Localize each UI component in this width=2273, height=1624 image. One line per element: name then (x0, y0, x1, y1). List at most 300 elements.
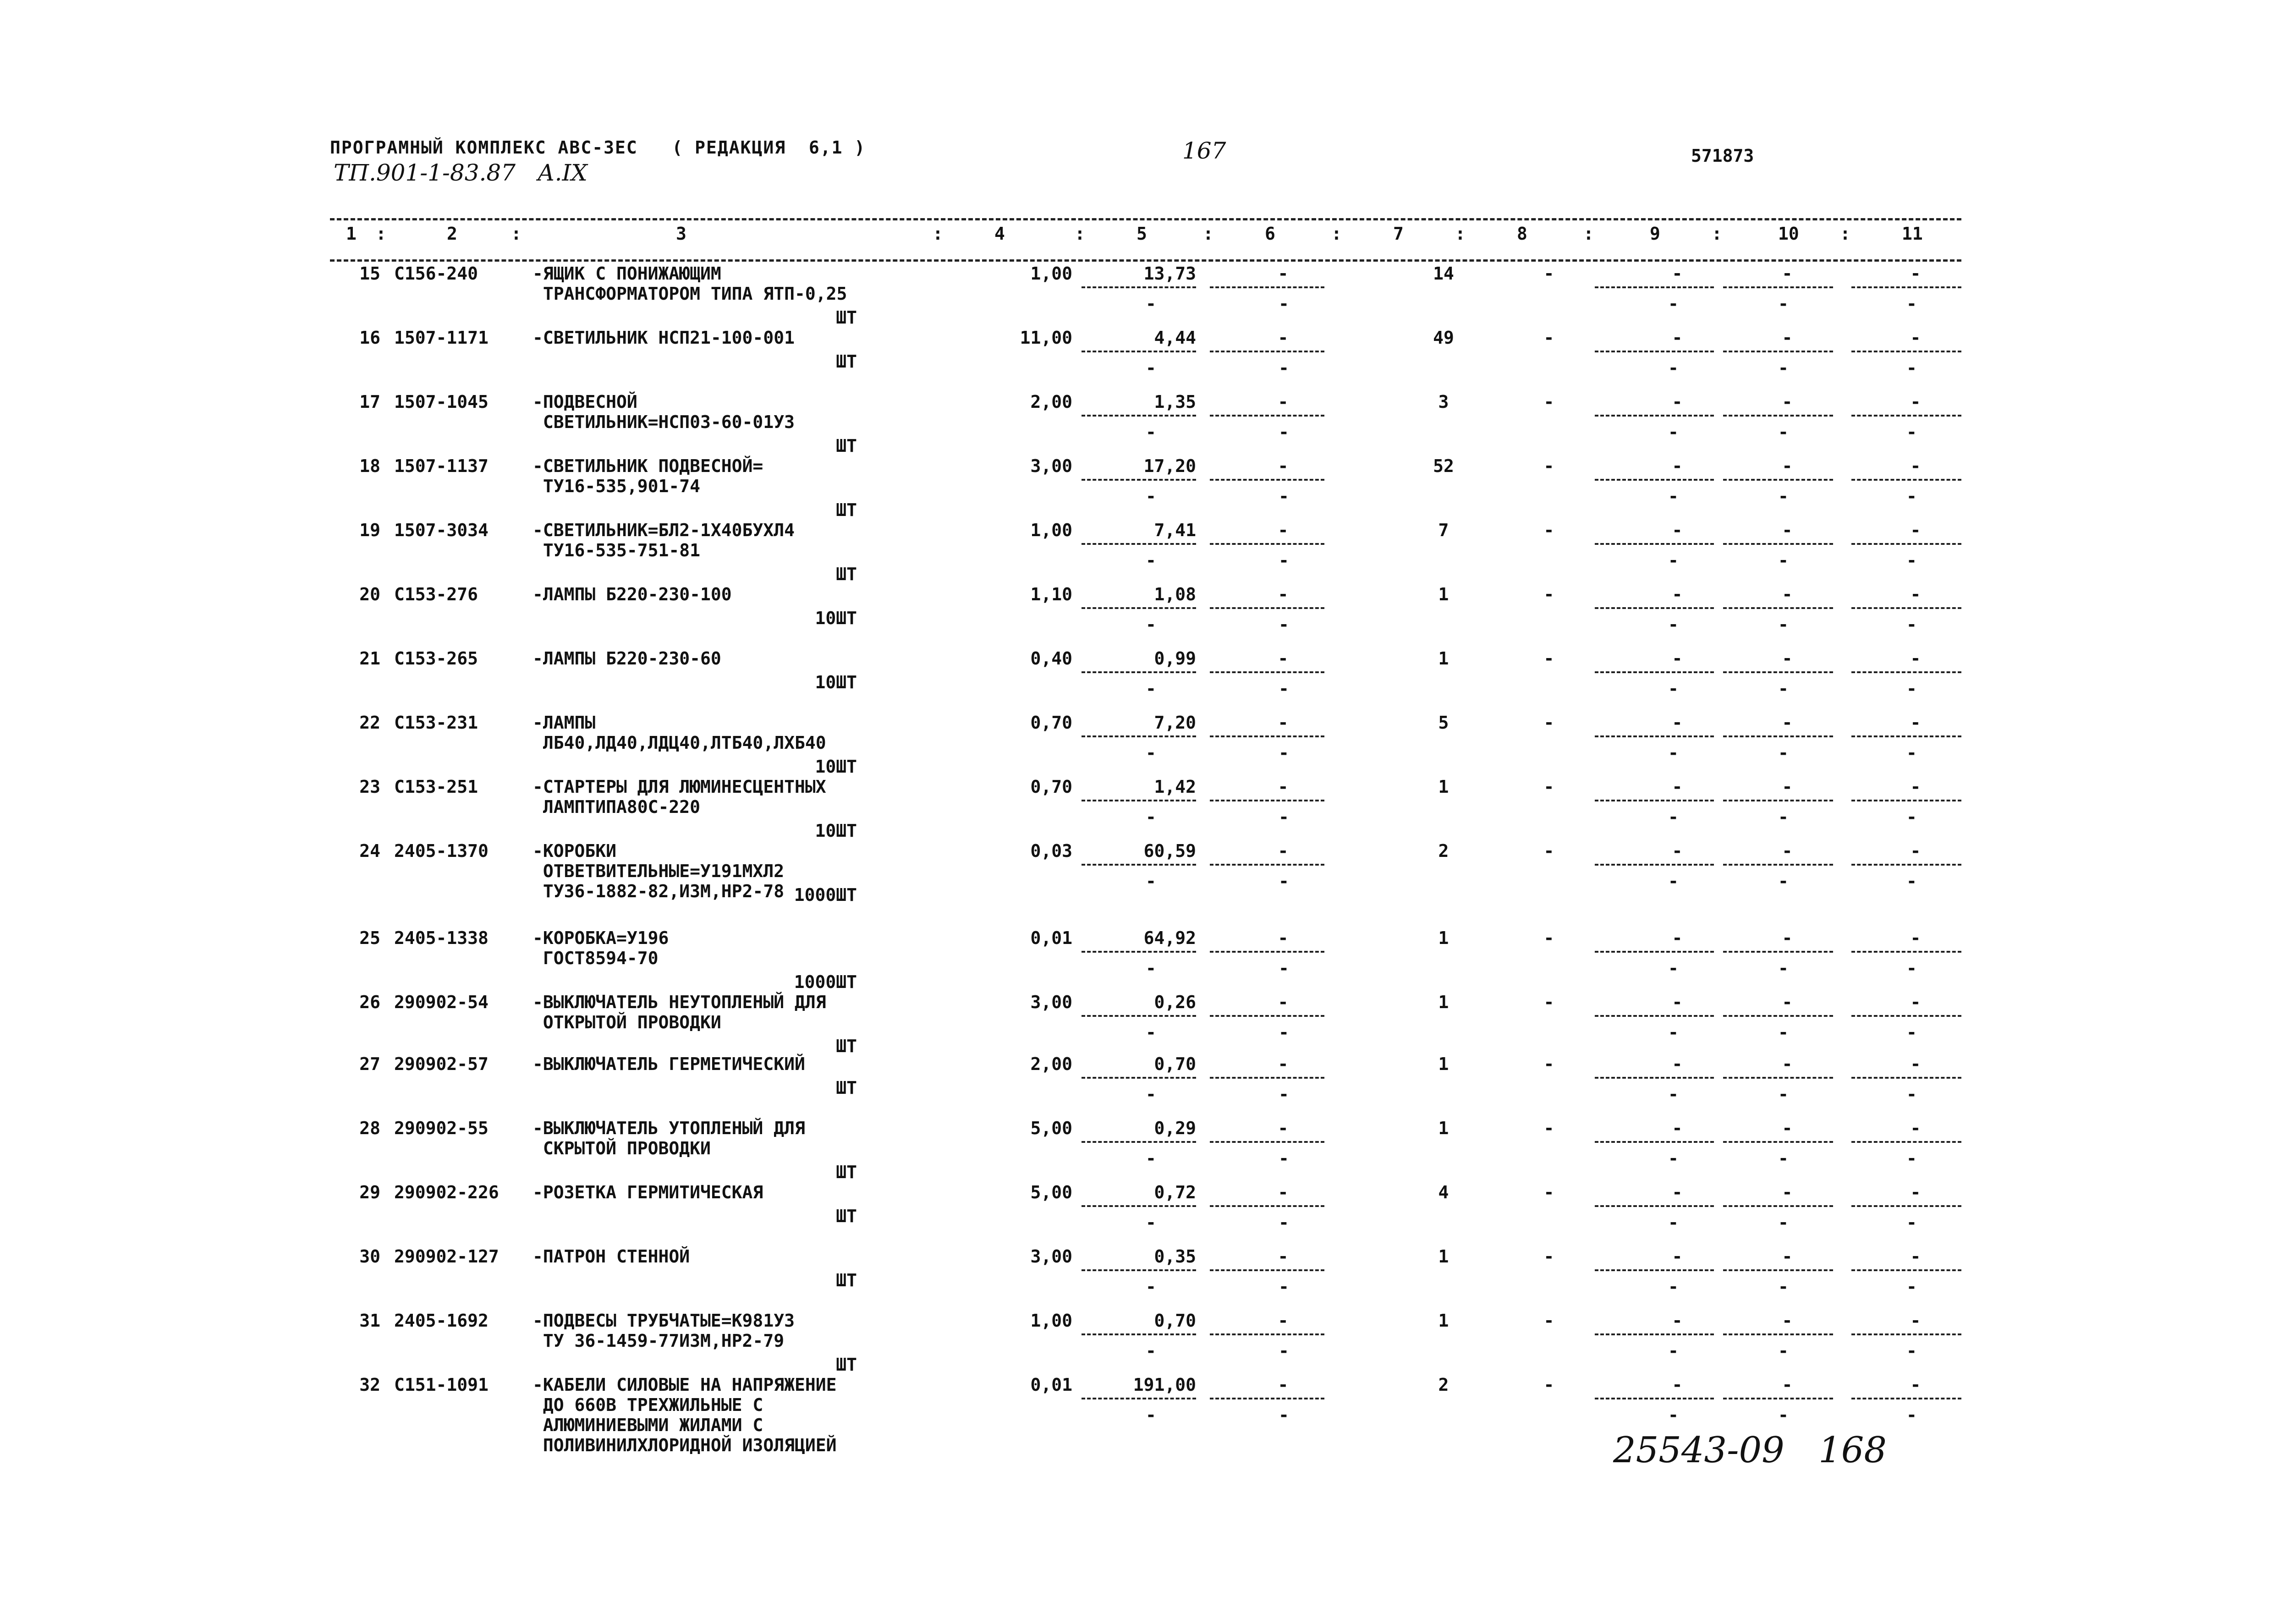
sub-dash-mark: - (1778, 294, 1789, 314)
cell-underline (1210, 479, 1324, 481)
cell-underline (1851, 1015, 1961, 1017)
sub-dash-mark: - (1279, 486, 1289, 506)
cell-underline (1851, 1398, 1961, 1399)
column-10-value: - (1782, 928, 1793, 948)
sub-dash-mark: - (1279, 743, 1289, 763)
sub-dash-mark: - (1279, 550, 1289, 571)
sub-dash-mark: - (1279, 1213, 1289, 1233)
cell-underline (1723, 864, 1833, 866)
sub-dash-mark: - (1906, 294, 1917, 314)
sub-dash-mark: - (1668, 679, 1679, 699)
cell-underline (1723, 1141, 1833, 1143)
item-code: С153-276 (394, 584, 478, 604)
cell-underline (1851, 415, 1961, 417)
cell-underline (1595, 735, 1714, 737)
sub-dash-mark: - (1279, 679, 1289, 699)
sub-dash-mark: - (1906, 1405, 1917, 1425)
column-8-value: - (1543, 1375, 1554, 1395)
column-11-value: - (1910, 456, 1921, 476)
column-10-value: - (1782, 328, 1793, 348)
cell-underline (1210, 1333, 1324, 1335)
item-unit: 1000ШТ (794, 972, 857, 992)
column-9-value: - (1672, 392, 1683, 412)
item-quantity: 1,00 (1030, 1311, 1072, 1331)
item-number: 18 (359, 456, 380, 476)
cell-underline (1082, 1141, 1196, 1143)
column-6-value: - (1278, 456, 1289, 476)
item-price: 0,26 (1154, 992, 1196, 1012)
item-code: 1507-3034 (394, 520, 489, 540)
item-description: -СВЕТИЛЬНИК=БЛ2-1Х40БУХЛ4 ТУ16-535-751-81 (533, 520, 795, 560)
item-unit: ШТ (836, 1355, 857, 1375)
column-11-value: - (1910, 584, 1921, 604)
sub-dash-mark: - (1778, 1341, 1789, 1361)
sub-dash-mark: - (1668, 1213, 1679, 1233)
column-6-value: - (1278, 1246, 1289, 1267)
item-price: 60,59 (1143, 841, 1196, 861)
column-7-value: 3 (1438, 392, 1449, 412)
column-number-1: 1 (346, 224, 357, 244)
cell-underline (1210, 864, 1324, 866)
sub-dash-mark: - (1146, 550, 1156, 571)
column-9-value: - (1672, 1246, 1683, 1267)
column-7-value: 2 (1438, 841, 1449, 861)
column-6-value: - (1278, 584, 1289, 604)
column-11-value: - (1910, 648, 1921, 669)
column-number-9: 9 (1650, 224, 1660, 244)
sub-dash-mark: - (1279, 1084, 1289, 1104)
column-9-value: - (1672, 1311, 1683, 1331)
column-6-value: - (1278, 520, 1289, 540)
cell-underline (1595, 351, 1714, 352)
column-8-value: - (1543, 928, 1554, 948)
item-code: С151-1091 (394, 1375, 489, 1395)
column-11-value: - (1910, 928, 1921, 948)
item-quantity: 11,00 (1020, 328, 1072, 348)
cell-underline (1082, 415, 1196, 417)
cell-underline (1210, 671, 1324, 673)
cell-underline (1723, 351, 1833, 352)
column-11-value: - (1910, 1118, 1921, 1138)
item-price: 64,92 (1143, 928, 1196, 948)
cell-underline (1082, 735, 1196, 737)
column-11-value: - (1910, 1054, 1921, 1074)
column-6-value: - (1278, 328, 1289, 348)
sub-dash-mark: - (1146, 358, 1156, 378)
sub-dash-mark: - (1146, 422, 1156, 442)
cell-underline (1851, 671, 1961, 673)
column-8-value: - (1543, 1182, 1554, 1202)
column-6-value: - (1278, 1182, 1289, 1202)
item-number: 32 (359, 1375, 380, 1395)
program-title: ПРОГРАМНЫЙ КОМПЛЕКС АВС-3ЕС ( РЕДАКЦИЯ 6,1 ) (330, 137, 866, 158)
cell-underline (1082, 1015, 1196, 1017)
item-code: 290902-127 (394, 1246, 499, 1267)
column-11-value: - (1910, 1375, 1921, 1395)
sub-dash-mark: - (1668, 743, 1679, 763)
column-8-value: - (1543, 777, 1554, 797)
sub-dash-mark: - (1668, 358, 1679, 378)
cell-underline (1723, 415, 1833, 417)
column-10-value: - (1782, 1182, 1793, 1202)
column-6-value: - (1278, 1311, 1289, 1331)
item-description: -ВЫКЛЮЧАТЕЛЬ ГЕРМЕТИЧЕСКИЙ (533, 1054, 805, 1074)
column-7-value: 2 (1438, 1375, 1449, 1395)
column-10-value: - (1782, 1118, 1793, 1138)
cell-underline (1210, 951, 1324, 953)
item-quantity: 2,00 (1030, 1054, 1072, 1074)
cell-underline (1210, 800, 1324, 801)
column-9-value: - (1672, 1118, 1683, 1138)
sub-dash-mark: - (1279, 1148, 1289, 1169)
sub-dash-mark: - (1146, 294, 1156, 314)
sub-dash-mark: - (1778, 807, 1789, 827)
sub-dash-mark: - (1906, 1022, 1917, 1042)
sub-dash-mark: - (1778, 743, 1789, 763)
cell-underline (1723, 671, 1833, 673)
column-9-value: - (1672, 777, 1683, 797)
cell-underline (1082, 607, 1196, 609)
item-description: -СТАРТЕРЫ ДЛЯ ЛЮМИНЕСЦЕНТНЫХ ЛАМПТИПА80С-220 (533, 777, 826, 817)
sub-dash-mark: - (1668, 294, 1679, 314)
cell-underline (1723, 951, 1833, 953)
item-price: 1,35 (1154, 392, 1196, 412)
item-number: 17 (359, 392, 380, 412)
sub-dash-mark: - (1668, 958, 1679, 978)
sub-dash-mark: - (1778, 358, 1789, 378)
cell-underline (1723, 543, 1833, 545)
sub-dash-mark: - (1906, 486, 1917, 506)
column-7-value: 1 (1438, 1054, 1449, 1074)
column-separator: : (1075, 224, 1085, 244)
column-number-3: 3 (676, 224, 686, 244)
column-9-value: - (1672, 928, 1683, 948)
column-8-value: - (1543, 1054, 1554, 1074)
sub-dash-mark: - (1668, 1341, 1679, 1361)
item-number: 25 (359, 928, 380, 948)
column-11-value: - (1910, 841, 1921, 861)
item-quantity: 0,03 (1030, 841, 1072, 861)
cell-underline (1082, 1205, 1196, 1207)
cell-underline (1851, 1077, 1961, 1079)
item-code: 1507-1137 (394, 456, 489, 476)
item-code: 290902-55 (394, 1118, 489, 1138)
cell-underline (1723, 735, 1833, 737)
column-number-11: 11 (1902, 224, 1923, 244)
item-number: 16 (359, 328, 380, 348)
sub-dash-mark: - (1778, 1148, 1789, 1169)
column-8-value: - (1543, 713, 1554, 733)
sub-dash-mark: - (1279, 294, 1289, 314)
column-10-value: - (1782, 456, 1793, 476)
sub-dash-mark: - (1279, 871, 1289, 891)
column-6-value: - (1278, 1375, 1289, 1395)
sub-dash-mark: - (1906, 1148, 1917, 1169)
cell-underline (1082, 1398, 1196, 1399)
sub-dash-mark: - (1668, 1277, 1679, 1297)
item-quantity: 1,10 (1030, 584, 1072, 604)
item-quantity: 1,00 (1030, 263, 1072, 284)
column-separator: : (511, 224, 522, 244)
cell-underline (1723, 800, 1833, 801)
cell-underline (1210, 1205, 1324, 1207)
sub-dash-mark: - (1668, 1405, 1679, 1425)
cell-underline (1210, 286, 1324, 288)
column-7-value: 1 (1438, 1118, 1449, 1138)
item-number: 22 (359, 713, 380, 733)
column-9-value: - (1672, 992, 1683, 1012)
item-number: 29 (359, 1182, 380, 1202)
column-8-value: - (1543, 648, 1554, 669)
item-quantity: 2,00 (1030, 392, 1072, 412)
item-unit: ШТ (836, 1036, 857, 1056)
item-unit: 10ШТ (815, 821, 857, 841)
cell-underline (1082, 951, 1196, 953)
cell-underline (1210, 1398, 1324, 1399)
column-7-value: 1 (1438, 584, 1449, 604)
item-price: 0,29 (1154, 1118, 1196, 1138)
column-11-value: - (1910, 1311, 1921, 1331)
cell-underline (1082, 671, 1196, 673)
column-8-value: - (1543, 1246, 1554, 1267)
column-10-value: - (1782, 841, 1793, 861)
column-11-value: - (1910, 392, 1921, 412)
item-price: 7,41 (1154, 520, 1196, 540)
column-number-2: 2 (447, 224, 457, 244)
cell-underline (1082, 543, 1196, 545)
cell-underline (1595, 864, 1714, 866)
sub-dash-mark: - (1668, 422, 1679, 442)
cell-underline (1210, 543, 1324, 545)
column-11-value: - (1910, 520, 1921, 540)
sub-dash-mark: - (1668, 871, 1679, 891)
cell-underline (1595, 951, 1714, 953)
cell-underline (1851, 1141, 1961, 1143)
column-6-value: - (1278, 392, 1289, 412)
item-description: -ЛАМПЫ ЛБ40,ЛД40,ЛДЦ40,ЛТБ40,ЛХБ40 (533, 713, 826, 753)
item-quantity: 0,70 (1030, 777, 1072, 797)
item-description: -КОРОБКИ ОТВЕТВИТЕЛЬНЫЕ=У191МХЛ2 ТУ36-1882-82,ИЗМ,НР2-78 (533, 841, 785, 901)
item-price: 7,20 (1154, 713, 1196, 733)
document-code: 571873 (1691, 146, 1754, 166)
cell-underline (1595, 415, 1714, 417)
column-10-value: - (1782, 520, 1793, 540)
sub-dash-mark: - (1906, 807, 1917, 827)
column-7-value: 1 (1438, 1311, 1449, 1331)
cell-underline (1851, 735, 1961, 737)
column-number-10: 10 (1778, 224, 1799, 244)
column-11-value: - (1910, 1182, 1921, 1202)
sub-dash-mark: - (1906, 1084, 1917, 1104)
item-unit: ШТ (836, 1078, 857, 1098)
cell-underline (1595, 1077, 1714, 1079)
page-mark: 167 (1182, 137, 1226, 164)
item-description: -ЯЩИК С ПОНИЖАЮЩИМ ТРАНСФОРМАТОРОМ ТИПА ЯТП-0,25 (533, 263, 847, 304)
sub-dash-mark: - (1668, 550, 1679, 571)
sub-dash-mark: - (1146, 679, 1156, 699)
sub-dash-mark: - (1146, 958, 1156, 978)
cell-underline (1210, 351, 1324, 352)
item-unit: ШТ (836, 1206, 857, 1226)
sub-dash-mark: - (1279, 807, 1289, 827)
cell-underline (1082, 1269, 1196, 1271)
column-9-value: - (1672, 584, 1683, 604)
column-11-value: - (1910, 263, 1921, 284)
column-11-value: - (1910, 1246, 1921, 1267)
column-9-value: - (1672, 520, 1683, 540)
sub-dash-mark: - (1146, 807, 1156, 827)
sub-dash-mark: - (1778, 1022, 1789, 1042)
item-number: 23 (359, 777, 380, 797)
item-price: 0,99 (1154, 648, 1196, 669)
column-6-value: - (1278, 1054, 1289, 1074)
item-description: -ПАТРОН СТЕННОЙ (533, 1246, 690, 1267)
column-8-value: - (1543, 1311, 1554, 1331)
item-number: 28 (359, 1118, 380, 1138)
item-description: -ВЫКЛЮЧАТЕЛЬ УТОПЛЕНЫЙ ДЛЯ СКРЫТОЙ ПРОВОДКИ (533, 1118, 805, 1158)
sub-dash-mark: - (1906, 1277, 1917, 1297)
item-code: 2405-1370 (394, 841, 489, 861)
sub-dash-mark: - (1146, 871, 1156, 891)
item-number: 30 (359, 1246, 380, 1267)
item-number: 26 (359, 992, 380, 1012)
item-number: 31 (359, 1311, 380, 1331)
item-code: С156-240 (394, 263, 478, 284)
column-separator: : (1840, 224, 1850, 244)
cell-underline (1723, 286, 1833, 288)
sub-dash-mark: - (1279, 358, 1289, 378)
item-unit: ШТ (836, 436, 857, 456)
column-8-value: - (1543, 328, 1554, 348)
item-quantity: 0,40 (1030, 648, 1072, 669)
column-7-value: 1 (1438, 992, 1449, 1012)
column-8-value: - (1543, 841, 1554, 861)
item-price: 4,44 (1154, 328, 1196, 348)
item-price: 17,20 (1143, 456, 1196, 476)
cell-underline (1723, 1077, 1833, 1079)
cell-underline (1082, 1333, 1196, 1335)
sub-dash-mark: - (1146, 743, 1156, 763)
cell-underline (1082, 864, 1196, 866)
item-quantity: 0,01 (1030, 1375, 1072, 1395)
item-unit: ШТ (836, 500, 857, 520)
cell-underline (1595, 1333, 1714, 1335)
column-10-value: - (1782, 648, 1793, 669)
column-9-value: - (1672, 841, 1683, 861)
column-8-value: - (1543, 1118, 1554, 1138)
cell-underline (1210, 415, 1324, 417)
item-price: 0,72 (1154, 1182, 1196, 1202)
cell-underline (1851, 479, 1961, 481)
sub-dash-mark: - (1668, 614, 1679, 635)
sub-dash-mark: - (1778, 679, 1789, 699)
sub-dash-mark: - (1906, 422, 1917, 442)
column-9-value: - (1672, 713, 1683, 733)
sub-dash-mark: - (1906, 743, 1917, 763)
sub-dash-mark: - (1279, 1277, 1289, 1297)
column-number-6: 6 (1265, 224, 1275, 244)
cell-underline (1723, 1269, 1833, 1271)
column-9-value: - (1672, 328, 1683, 348)
column-10-value: - (1782, 713, 1793, 733)
column-10-value: - (1782, 263, 1793, 284)
column-7-value: 1 (1438, 1246, 1449, 1267)
sub-dash-mark: - (1906, 358, 1917, 378)
column-10-value: - (1782, 992, 1793, 1012)
sub-dash-mark: - (1146, 486, 1156, 506)
sub-dash-mark: - (1906, 614, 1917, 635)
item-quantity: 0,01 (1030, 928, 1072, 948)
cell-underline (1210, 607, 1324, 609)
sub-dash-mark: - (1279, 614, 1289, 635)
cell-underline (1210, 1141, 1324, 1143)
item-quantity: 5,00 (1030, 1182, 1072, 1202)
cell-underline (1082, 1077, 1196, 1079)
sub-dash-mark: - (1778, 1277, 1789, 1297)
column-8-value: - (1543, 456, 1554, 476)
cell-underline (1595, 543, 1714, 545)
cell-underline (1851, 543, 1961, 545)
column-6-value: - (1278, 777, 1289, 797)
column-9-value: - (1672, 263, 1683, 284)
cell-underline (1210, 1015, 1324, 1017)
item-price: 0,35 (1154, 1246, 1196, 1267)
item-code: 290902-54 (394, 992, 489, 1012)
item-code: 1507-1171 (394, 328, 489, 348)
item-unit: 10ШТ (815, 672, 857, 692)
column-7-value: 1 (1438, 777, 1449, 797)
column-8-value: - (1543, 584, 1554, 604)
cell-underline (1595, 607, 1714, 609)
column-11-value: - (1910, 328, 1921, 348)
sub-dash-mark: - (1778, 550, 1789, 571)
item-unit: 10ШТ (815, 757, 857, 777)
cell-underline (1723, 1015, 1833, 1017)
column-7-value: 52 (1433, 456, 1454, 476)
sub-dash-mark: - (1668, 1084, 1679, 1104)
column-10-value: - (1782, 1375, 1793, 1395)
cell-underline (1595, 800, 1714, 801)
column-6-value: - (1278, 928, 1289, 948)
column-6-value: - (1278, 648, 1289, 669)
column-10-value: - (1782, 777, 1793, 797)
cell-underline (1723, 1398, 1833, 1399)
item-code: 290902-226 (394, 1182, 499, 1202)
item-code: С153-265 (394, 648, 478, 669)
cell-underline (1595, 479, 1714, 481)
sub-dash-mark: - (1906, 1341, 1917, 1361)
cell-underline (1595, 1141, 1714, 1143)
column-separator: : (1583, 224, 1594, 244)
cell-underline (1851, 351, 1961, 352)
item-description: -ЛАМПЫ Б220-230-60 (533, 648, 721, 669)
column-11-value: - (1910, 777, 1921, 797)
item-number: 24 (359, 841, 380, 861)
column-number-7: 7 (1393, 224, 1404, 244)
sub-dash-mark: - (1778, 486, 1789, 506)
item-price: 0,70 (1154, 1054, 1196, 1074)
item-code: 2405-1692 (394, 1311, 489, 1331)
item-unit: ШТ (836, 307, 857, 328)
sub-dash-mark: - (1778, 1405, 1789, 1425)
column-9-value: - (1672, 1182, 1683, 1202)
sub-dash-mark: - (1146, 1022, 1156, 1042)
item-description: -СВЕТИЛЬНИК НСП21-100-001 (533, 328, 795, 348)
column-7-value: 1 (1438, 928, 1449, 948)
sub-dash-mark: - (1906, 1213, 1917, 1233)
item-description: -ВЫКЛЮЧАТЕЛЬ НЕУТОПЛЕНЫЙ ДЛЯ ОТКРЫТОЙ ПРОВОДКИ (533, 992, 826, 1032)
cell-underline (1851, 1333, 1961, 1335)
